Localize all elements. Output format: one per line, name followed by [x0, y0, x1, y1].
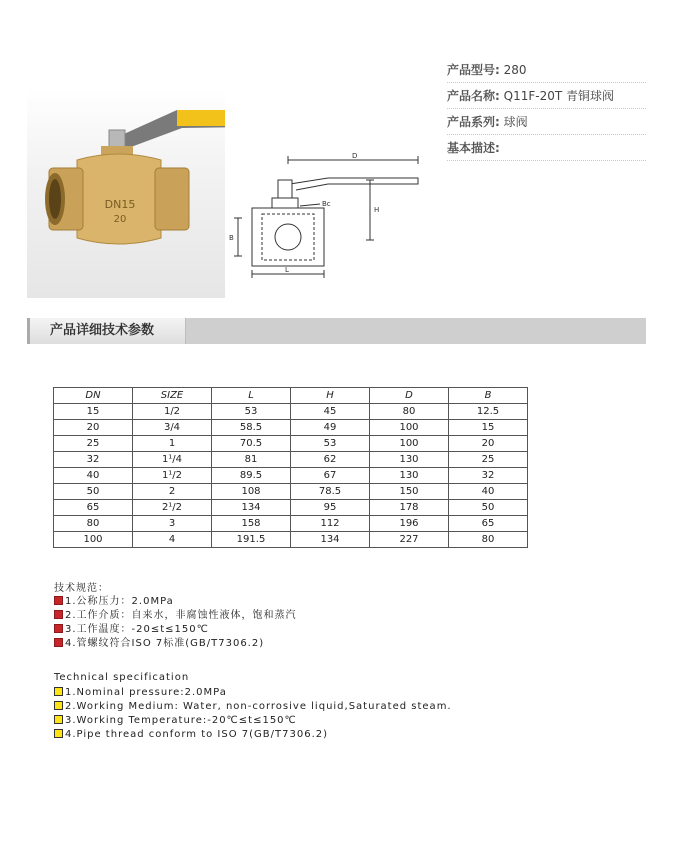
table-cell: 4	[133, 532, 212, 548]
table-row	[54, 452, 528, 468]
info-series	[447, 110, 646, 135]
spec-cn-title: 技术规范：	[54, 583, 109, 594]
body-marking-2: 20	[113, 214, 127, 225]
yellow-square-icon	[54, 687, 63, 696]
table-cell: 80	[54, 516, 133, 532]
table-cell: 134	[291, 532, 370, 548]
table-cell: 191.5	[212, 532, 291, 548]
table-cell: 20	[54, 420, 133, 436]
table-cell: 32	[54, 452, 133, 468]
table-cell: 2	[133, 484, 212, 500]
table-cell: 32	[449, 468, 528, 484]
table-cell: 108	[212, 484, 291, 500]
spec-cn-text: 3.工作温度：-20≤t≤150℃	[65, 624, 209, 635]
spec-cn-text: 1.公称压力：2.0MPa	[65, 596, 174, 607]
table-cell: 227	[370, 532, 449, 548]
table-row	[54, 468, 528, 484]
table-cell: 130	[370, 468, 449, 484]
table-cell: 1¹/4	[133, 452, 212, 468]
section-title: 产品详细技术参数	[50, 323, 155, 338]
spec-en-item	[54, 700, 452, 714]
table-cell: 95	[291, 500, 370, 516]
spec-table	[53, 387, 528, 548]
product-photo	[27, 88, 225, 298]
table-cell: 178	[370, 500, 449, 516]
info-label: 产品名称:	[447, 89, 500, 103]
table-row	[54, 436, 528, 452]
table-cell: 89.5	[212, 468, 291, 484]
table-cell: 150	[370, 484, 449, 500]
yellow-square-icon	[54, 701, 63, 710]
label-h: H	[374, 206, 380, 214]
table-cell: 130	[370, 452, 449, 468]
table-row	[54, 420, 528, 436]
table-cell: 2¹/2	[133, 500, 212, 516]
spec-cn-item	[54, 637, 264, 651]
table-header-cell: L	[212, 388, 291, 404]
table-cell: 12.5	[449, 404, 528, 420]
table-cell: 81	[212, 452, 291, 468]
valve-drawing	[228, 148, 433, 293]
table-row	[54, 532, 528, 548]
table-cell: 112	[291, 516, 370, 532]
spec-en-title: Technical specification	[54, 672, 190, 683]
table-cell: 1	[133, 436, 212, 452]
table-cell: 100	[54, 532, 133, 548]
table-cell: 80	[449, 532, 528, 548]
info-value: Q11F-20T 青铜球阀	[503, 89, 615, 103]
spec-cn-item	[54, 595, 174, 609]
spec-cn-item	[54, 609, 297, 623]
info-label: 产品型号:	[447, 63, 500, 77]
table-cell: 1¹/2	[133, 468, 212, 484]
ball-valve-illustration	[27, 88, 225, 298]
table-cell: 50	[54, 484, 133, 500]
table-cell: 134	[212, 500, 291, 516]
info-model	[447, 58, 646, 83]
spec-en-text: 4.Pipe thread conform to ISO 7(GB/T7306.2)	[65, 729, 329, 740]
table-row	[54, 484, 528, 500]
info-value: 球阀	[503, 115, 528, 129]
table-cell: 100	[370, 420, 449, 436]
table-cell: 65	[449, 516, 528, 532]
info-label: 基本描述:	[447, 141, 500, 155]
body-marking: DN15	[104, 198, 136, 211]
table-cell: 70.5	[212, 436, 291, 452]
table-cell: 40	[449, 484, 528, 500]
red-square-icon	[54, 596, 63, 605]
label-bc: Bc	[322, 200, 331, 208]
table-header-cell: SIZE	[133, 388, 212, 404]
table-cell: 80	[370, 404, 449, 420]
table-cell: 78.5	[291, 484, 370, 500]
yellow-square-icon	[54, 715, 63, 724]
table-header-cell: H	[291, 388, 370, 404]
red-square-icon	[54, 624, 63, 633]
spec-cn-item	[54, 623, 209, 637]
table-cell: 158	[212, 516, 291, 532]
table-row	[54, 404, 528, 420]
table-header-cell: DN	[54, 388, 133, 404]
table-cell: 49	[291, 420, 370, 436]
table-cell: 20	[449, 436, 528, 452]
label-b: B	[229, 234, 234, 242]
red-square-icon	[54, 610, 63, 619]
table-cell: 1/2	[133, 404, 212, 420]
info-label: 产品系列:	[447, 115, 500, 129]
table-cell: 53	[212, 404, 291, 420]
yellow-square-icon	[54, 729, 63, 738]
table-cell: 15	[54, 404, 133, 420]
spec-en-item	[54, 714, 297, 728]
table-cell: 100	[370, 436, 449, 452]
table-cell: 196	[370, 516, 449, 532]
spec-cn-text: 4.管螺纹符合ISO 7标准(GB/T7306.2)	[65, 638, 265, 649]
table-cell: 50	[449, 500, 528, 516]
table-cell: 3	[133, 516, 212, 532]
info-value: 280	[503, 63, 527, 77]
table-cell: 25	[449, 452, 528, 468]
spec-en-item	[54, 686, 227, 700]
table-header-cell: B	[449, 388, 528, 404]
label-d: D	[352, 152, 358, 160]
table-cell: 62	[291, 452, 370, 468]
spec-en-text: 3.Working Temperature:-20℃≤t≤150℃	[65, 715, 297, 726]
spec-en-text: 1.Nominal pressure:2.0MPa	[65, 687, 227, 698]
table-header-row	[54, 388, 528, 404]
table-cell: 15	[449, 420, 528, 436]
table-cell: 45	[291, 404, 370, 420]
info-name	[447, 84, 646, 109]
info-description	[447, 136, 646, 161]
label-l: L	[285, 266, 289, 274]
dimension-drawing	[228, 148, 433, 293]
red-square-icon	[54, 638, 63, 647]
table-cell: 53	[291, 436, 370, 452]
table-row	[54, 500, 528, 516]
table-row	[54, 516, 528, 532]
table-cell: 58.5	[212, 420, 291, 436]
spec-cn-text: 2.工作介质：自来水，非腐蚀性液体，饱和蒸汽	[65, 610, 297, 621]
spec-en-text: 2.Working Medium: Water, non-corrosive liquid,Saturated steam.	[65, 701, 452, 712]
table-cell: 3/4	[133, 420, 212, 436]
table-header-cell: D	[370, 388, 449, 404]
table-cell: 40	[54, 468, 133, 484]
table-cell: 25	[54, 436, 133, 452]
spec-en-item	[54, 728, 328, 742]
table-cell: 67	[291, 468, 370, 484]
table-cell: 65	[54, 500, 133, 516]
